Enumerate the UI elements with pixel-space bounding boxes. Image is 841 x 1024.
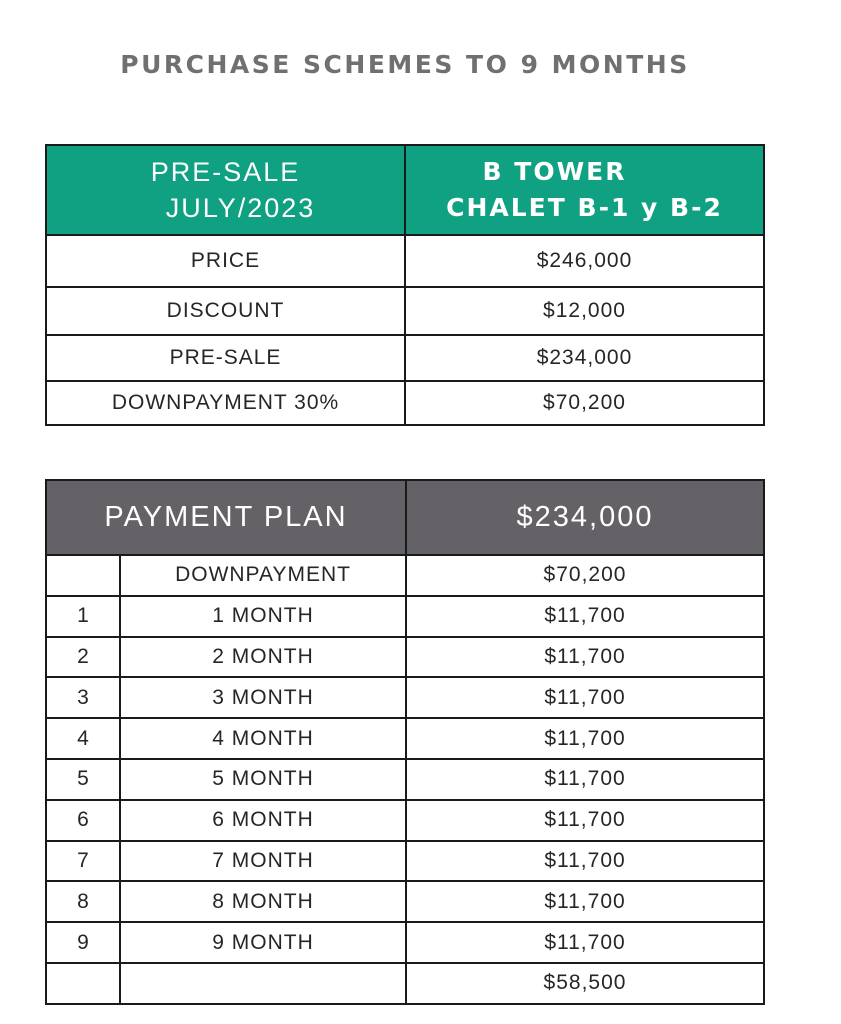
row-number: 7 bbox=[46, 841, 120, 882]
presale-label: DOWNPAYMENT 30% bbox=[46, 381, 405, 425]
row-number bbox=[46, 963, 120, 1004]
presale-value: $12,000 bbox=[405, 287, 764, 335]
row-label: 5 MONTH bbox=[120, 759, 406, 800]
row-label bbox=[120, 963, 406, 1004]
row-label: 9 MONTH bbox=[120, 922, 406, 963]
table-row bbox=[46, 718, 764, 759]
row-label: 7 MONTH bbox=[120, 841, 406, 882]
row-label: DOWNPAYMENT bbox=[120, 555, 406, 596]
presale-label: PRE-SALE bbox=[46, 335, 405, 381]
total-row bbox=[46, 963, 764, 1004]
row-number: 5 bbox=[46, 759, 120, 800]
table-row bbox=[46, 881, 764, 922]
total-value: $58,500 bbox=[406, 963, 764, 1004]
presale-header-date: JULY/2023 bbox=[165, 193, 316, 223]
row-number: 4 bbox=[46, 718, 120, 759]
row-number: 3 bbox=[46, 677, 120, 718]
row-label: 4 MONTH bbox=[120, 718, 406, 759]
row-value: $11,700 bbox=[406, 759, 764, 800]
presale-value: $246,000 bbox=[405, 235, 764, 287]
presale-row-downpayment bbox=[46, 381, 764, 425]
payment-plan-header-value: $234,000 bbox=[406, 480, 764, 555]
presale-label: PRICE bbox=[46, 235, 405, 287]
presale-value: $70,200 bbox=[405, 381, 764, 425]
row-number: 8 bbox=[46, 881, 120, 922]
row-value: $11,700 bbox=[406, 596, 764, 637]
row-value: $11,700 bbox=[406, 637, 764, 678]
presale-header-row bbox=[46, 145, 764, 235]
presale-header-title: PRE-SALE bbox=[150, 157, 301, 187]
table-row bbox=[46, 637, 764, 678]
row-value: $11,700 bbox=[406, 677, 764, 718]
table-row bbox=[46, 841, 764, 882]
table-row bbox=[46, 800, 764, 841]
row-number bbox=[46, 555, 120, 596]
presale-row-price bbox=[46, 235, 764, 287]
tower-name: B TOWER bbox=[482, 157, 627, 186]
presale-table bbox=[45, 144, 765, 426]
row-number: 1 bbox=[46, 596, 120, 637]
presale-label: DISCOUNT bbox=[46, 287, 405, 335]
row-value: $11,700 bbox=[406, 841, 764, 882]
presale-header-left bbox=[46, 145, 405, 235]
table-row bbox=[46, 759, 764, 800]
row-value: $11,700 bbox=[406, 922, 764, 963]
row-number: 6 bbox=[46, 800, 120, 841]
presale-header-right bbox=[405, 145, 764, 235]
row-number: 2 bbox=[46, 637, 120, 678]
row-label: 1 MONTH bbox=[120, 596, 406, 637]
row-value: $70,200 bbox=[406, 555, 764, 596]
row-label: 8 MONTH bbox=[120, 881, 406, 922]
table-row bbox=[46, 922, 764, 963]
row-value: $11,700 bbox=[406, 881, 764, 922]
row-label: 6 MONTH bbox=[120, 800, 406, 841]
table-row bbox=[46, 555, 764, 596]
payment-plan-table bbox=[45, 479, 765, 1005]
table-row bbox=[46, 677, 764, 718]
chalet-name: CHALET B-1 y B-2 bbox=[446, 193, 723, 222]
payment-plan-header-label: PAYMENT PLAN bbox=[46, 480, 406, 555]
row-value: $11,700 bbox=[406, 800, 764, 841]
row-label: 2 MONTH bbox=[120, 637, 406, 678]
row-label: 3 MONTH bbox=[120, 677, 406, 718]
table-row bbox=[46, 596, 764, 637]
presale-row-presale bbox=[46, 335, 764, 381]
row-number: 9 bbox=[46, 922, 120, 963]
payment-plan-header-row bbox=[46, 480, 764, 555]
page-title: PURCHASE SCHEMES TO 9 MONTHS bbox=[120, 50, 690, 79]
row-value: $11,700 bbox=[406, 718, 764, 759]
presale-value: $234,000 bbox=[405, 335, 764, 381]
presale-row-discount bbox=[46, 287, 764, 335]
